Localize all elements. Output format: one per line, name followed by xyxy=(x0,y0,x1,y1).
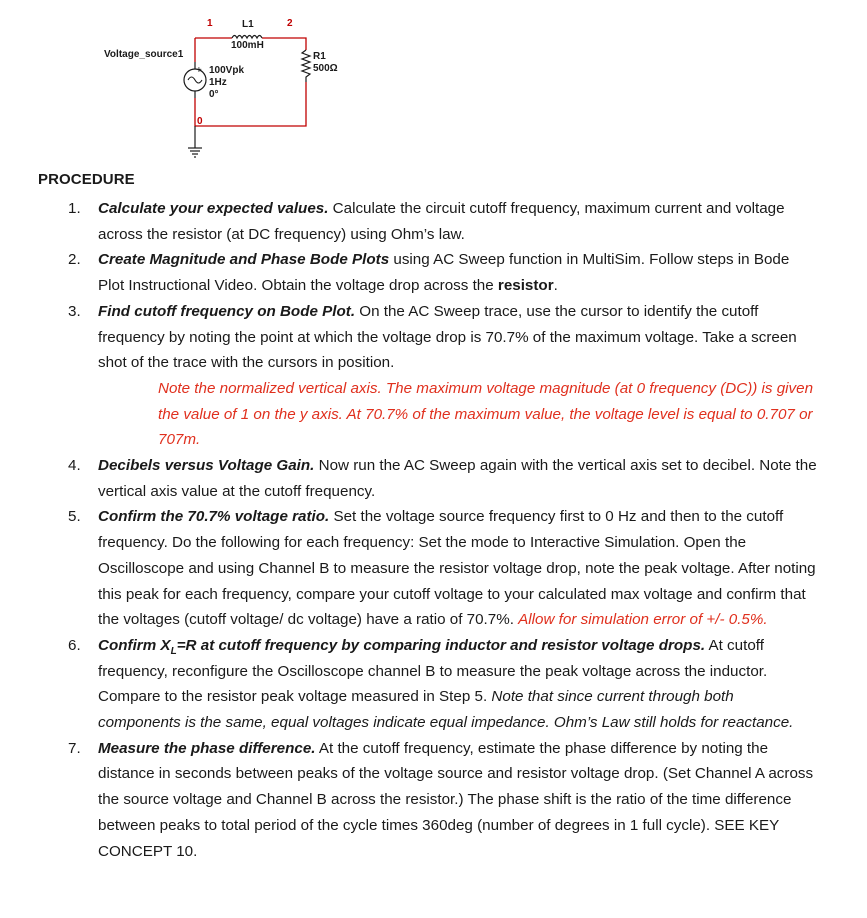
step-lead: Find cutoff frequency on Bode Plot. xyxy=(98,302,356,320)
step-text: On the AC Sweep trace, use the cursor to identify the cutoff frequency by noting the point at which the voltage drop is 70.7% of the maximum voltage. Take a screen shot of the trace with the cursors in position. xyxy=(98,302,797,372)
step-number: 3. xyxy=(68,302,81,320)
step-text: At the cutoff frequency, estimate the phase difference by noting the distance in seconds between peaks of the voltage source and resistor voltage drop. (Set Channel A across the source voltage and Channel B across the resistor.) The phase shift is the ratio of the time difference between peaks to total period of the cycle times 360deg (number of degrees in 1 full cycle). SEE KEY CONCEPT 10. xyxy=(98,739,814,860)
step-lead: Measure the phase difference. xyxy=(98,739,316,757)
procedure-heading: PROCEDURE xyxy=(38,171,135,188)
step-lead: Decibels versus Voltage Gain. xyxy=(98,457,315,475)
step-lead-subscript: L xyxy=(170,645,177,657)
node-0-label: 0 xyxy=(197,116,203,127)
node-1-label: 1 xyxy=(207,18,213,29)
resistor-ref: R1 xyxy=(313,51,326,62)
step-1 xyxy=(0,196,818,247)
step-text: At cutoff frequency, reconfigure the Oscilloscope channel B to measure the peak voltage across the inductor. Compare to the resistor peak voltage measured in Step 5. xyxy=(98,636,768,706)
step-lead: Create Magnitude and Phase Bode Plots xyxy=(98,251,390,269)
step-note: Note the normalized vertical axis. The maximum voltage magnitude (at 0 frequency (DC)) is given the value of 1 on the y axis. At 70.7% of the maximum value, the voltage level is equal to 0.707 or 707m. xyxy=(158,379,814,449)
step-7 xyxy=(0,736,818,865)
inductor-value: 100mH xyxy=(231,40,264,51)
step-6 xyxy=(0,633,818,736)
step-text: Calculate the circuit cutoff frequency, maximum current and voltage across the resistor (at DC frequency) using Ohm’s law. xyxy=(98,200,785,243)
source-frequency: 1Hz xyxy=(209,77,227,88)
inductor-ref: L1 xyxy=(242,19,254,30)
source-name: Voltage_source1 xyxy=(104,49,184,60)
step-lead: Confirm the 70.7% voltage ratio. xyxy=(98,508,330,526)
step-lead-part: =R at cutoff frequency by comparing inductor and resistor voltage drops. xyxy=(176,636,706,654)
step-text: using AC Sweep function in MultiSim. Follow steps in Bode Plot Instructional Video. Obtain the voltage drop across the xyxy=(98,251,790,295)
step-lead: Calculate your expected values. xyxy=(98,200,329,217)
step-text: Set the voltage source frequency first to 0 Hz and then to the cutoff frequency. Do the following for each frequency: Set the mode to Interactive Simulation. Open the Oscilloscope and using Channel B to measure the resistor voltage drop, note the peak voltage. After noting this peak for each frequency, compare your cutoff voltage to your calculated max voltage and confirm that the voltages (cutoff voltage/ dc voltage) have a ratio of 70.7%. xyxy=(98,508,816,629)
step-tail: . xyxy=(553,277,558,295)
step-lead-part: Confirm X xyxy=(98,636,171,654)
svg-text:+: + xyxy=(196,65,202,76)
resistor-symbol xyxy=(302,50,310,82)
step-number: 5. xyxy=(68,508,81,526)
step-text: Now run the AC Sweep again with the vertical axis set to decibel. Note the vertical axis value at the cutoff frequency. xyxy=(98,457,817,500)
step-5 xyxy=(0,504,818,633)
step-number: 6. xyxy=(68,636,81,654)
ac-source-symbol xyxy=(184,62,206,98)
step-red-note: Allow for simulation error of +/- 0.5%. xyxy=(518,611,768,629)
procedure-steps xyxy=(0,196,867,864)
resistor-value: 500Ω xyxy=(313,63,338,74)
step-4 xyxy=(0,453,818,504)
step-3 xyxy=(0,299,818,453)
step-number: 1. xyxy=(68,200,81,217)
step-number: 7. xyxy=(68,739,81,757)
step-number: 2. xyxy=(68,251,81,269)
step-italic-note: Note that since current through both components is the same, equal voltages indicate equal impedance. Ohm’s Law still holds for reactance. xyxy=(98,688,794,732)
source-amplitude: 100Vpk xyxy=(209,65,245,76)
circuit-schematic xyxy=(0,0,867,170)
step-lead xyxy=(98,636,706,657)
node-2-label: 2 xyxy=(287,18,293,29)
step-2 xyxy=(0,247,818,298)
step-number: 4. xyxy=(68,457,81,475)
ground-symbol xyxy=(188,126,202,157)
inductor-symbol xyxy=(232,36,262,39)
source-phase: 0° xyxy=(209,89,219,100)
step-bold: resistor xyxy=(497,277,554,295)
